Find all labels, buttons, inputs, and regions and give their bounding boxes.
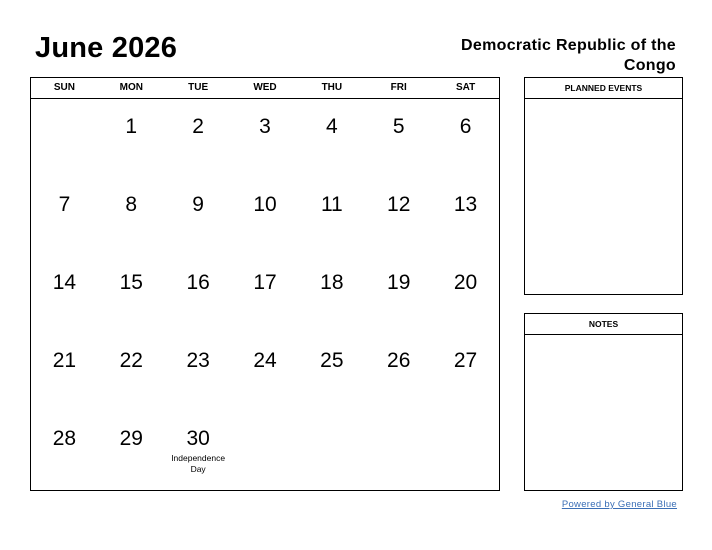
notes-panel — [524, 313, 683, 491]
day-number: 18 — [320, 271, 344, 294]
planned-events-panel — [524, 77, 683, 295]
day-cell — [365, 99, 432, 177]
weekday-mon: MON — [119, 82, 143, 93]
day-cell — [31, 411, 98, 489]
planned-events-heading: PLANNED EVENTS — [525, 78, 682, 99]
day-number: 22 — [119, 349, 143, 372]
weekday-thu: THU — [321, 82, 343, 93]
day-cell — [232, 255, 299, 333]
weekday-header — [31, 78, 499, 99]
calendar-days — [31, 99, 499, 489]
day-cell — [98, 177, 165, 255]
day-number: 5 — [392, 115, 405, 138]
day-cell — [98, 255, 165, 333]
calendar-grid — [30, 77, 500, 491]
day-number: 4 — [326, 115, 338, 138]
day-number: 19 — [387, 271, 411, 294]
weekday-sat: SAT — [455, 82, 476, 93]
weekday-tue: TUE — [188, 82, 209, 93]
day-number: 10 — [253, 193, 277, 216]
day-cell — [365, 255, 432, 333]
day-number: 28 — [52, 427, 77, 450]
day-cell — [365, 411, 432, 489]
day-number: 26 — [387, 349, 411, 372]
day-cell — [432, 255, 499, 333]
day-cell — [165, 255, 232, 333]
day-cell — [298, 411, 365, 489]
day-number: 14 — [52, 271, 77, 294]
day-number: 2 — [192, 115, 204, 138]
notes-heading: NOTES — [525, 314, 682, 335]
weekday-wed: WED — [253, 82, 277, 93]
country-name: Democratic Republic of the Congo — [461, 37, 676, 74]
holiday-label: Independence Day — [171, 453, 226, 474]
day-number: 17 — [253, 271, 277, 294]
day-cell — [165, 333, 232, 411]
day-cell — [232, 411, 299, 489]
day-number: 13 — [453, 193, 478, 216]
day-cell — [298, 177, 365, 255]
day-cell — [232, 333, 299, 411]
day-number: 6 — [459, 115, 472, 138]
day-number: 9 — [192, 193, 204, 216]
day-number: 8 — [125, 193, 138, 216]
day-number: 27 — [453, 349, 478, 372]
day-cell — [31, 333, 98, 411]
day-number: 3 — [259, 115, 271, 138]
day-number: 23 — [186, 349, 210, 372]
day-number: 24 — [253, 349, 277, 372]
day-number: 15 — [119, 271, 143, 294]
day-cell — [31, 255, 98, 333]
day-cell — [298, 99, 365, 177]
day-cell — [165, 177, 232, 255]
day-number: 20 — [453, 271, 478, 294]
day-cell — [31, 177, 98, 255]
day-cell — [98, 411, 165, 489]
day-number: 16 — [186, 271, 210, 294]
weekday-sun: SUN — [53, 82, 75, 93]
day-cell — [165, 411, 232, 489]
weekday-fri: FRI — [390, 82, 407, 93]
day-cell — [298, 333, 365, 411]
day-cell — [98, 99, 165, 177]
day-cell — [365, 177, 432, 255]
calendar-title: June 2026 — [35, 32, 178, 64]
day-cell — [232, 99, 299, 177]
day-number: 25 — [320, 349, 344, 372]
day-cell — [432, 333, 499, 411]
day-cell — [432, 177, 499, 255]
day-number: 21 — [52, 349, 77, 372]
day-number: 12 — [387, 193, 411, 216]
day-number: 30 — [186, 427, 210, 450]
day-number: 1 — [125, 115, 138, 138]
day-cell — [165, 99, 232, 177]
powered-by-link[interactable]: Powered by General Blue — [561, 499, 677, 510]
day-cell — [365, 333, 432, 411]
day-number: 29 — [119, 427, 143, 450]
day-number: 11 — [320, 193, 343, 216]
day-cell — [232, 177, 299, 255]
day-number: 7 — [58, 193, 71, 216]
day-cell — [98, 333, 165, 411]
day-cell — [432, 411, 499, 489]
day-cell — [31, 99, 98, 177]
day-cell — [298, 255, 365, 333]
day-cell — [432, 99, 499, 177]
